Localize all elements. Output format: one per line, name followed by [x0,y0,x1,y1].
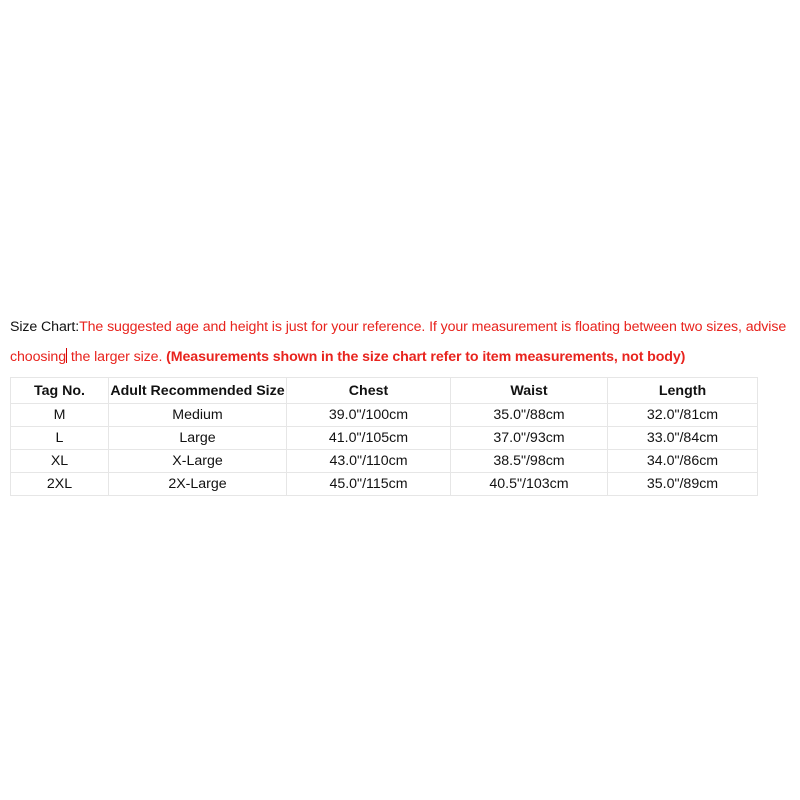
cell-waist: 37.0"/93cm [451,427,608,450]
cell-chest: 43.0"/110cm [287,450,451,473]
measurement-disclaimer: (Measurements shown in the size chart refer to item measurements, not body) [166,349,686,365]
header-length: Length [608,378,758,404]
cell-chest: 45.0"/115cm [287,473,451,496]
header-waist: Waist [451,378,608,404]
cell-tag-no: L [11,427,109,450]
header-tag-no: Tag No. [11,378,109,404]
cell-tag-no: 2XL [11,473,109,496]
cell-tag-no: XL [11,450,109,473]
size-chart-label: Size Chart: [10,319,80,335]
table-row [11,427,758,450]
header-adult-size: Adult Recommended Size [109,378,287,404]
table-row [11,404,758,427]
size-advice-text: The suggested age and height is just for your reference. If your measurement is floating between two sizes, advise choosing [10,319,787,365]
cell-adult-size: Medium [109,404,287,427]
cell-adult-size: X-Large [109,450,287,473]
size-chart-intro [10,312,792,372]
header-chest: Chest [287,378,451,404]
cell-length: 33.0"/84cm [608,427,758,450]
cell-waist: 38.5"/98cm [451,450,608,473]
cell-adult-size: Large [109,427,287,450]
cell-chest: 39.0"/100cm [287,404,451,427]
table-row [11,473,758,496]
cell-adult-size: 2X-Large [109,473,287,496]
size-advice-text-continued: the larger size. [67,349,167,365]
table-header-row [11,378,758,404]
cell-length: 32.0"/81cm [608,404,758,427]
cell-chest: 41.0"/105cm [287,427,451,450]
size-table [10,377,758,496]
cell-length: 34.0"/86cm [608,450,758,473]
cell-length: 35.0"/89cm [608,473,758,496]
cell-waist: 40.5"/103cm [451,473,608,496]
cell-tag-no: M [11,404,109,427]
table-row [11,450,758,473]
cell-waist: 35.0"/88cm [451,404,608,427]
